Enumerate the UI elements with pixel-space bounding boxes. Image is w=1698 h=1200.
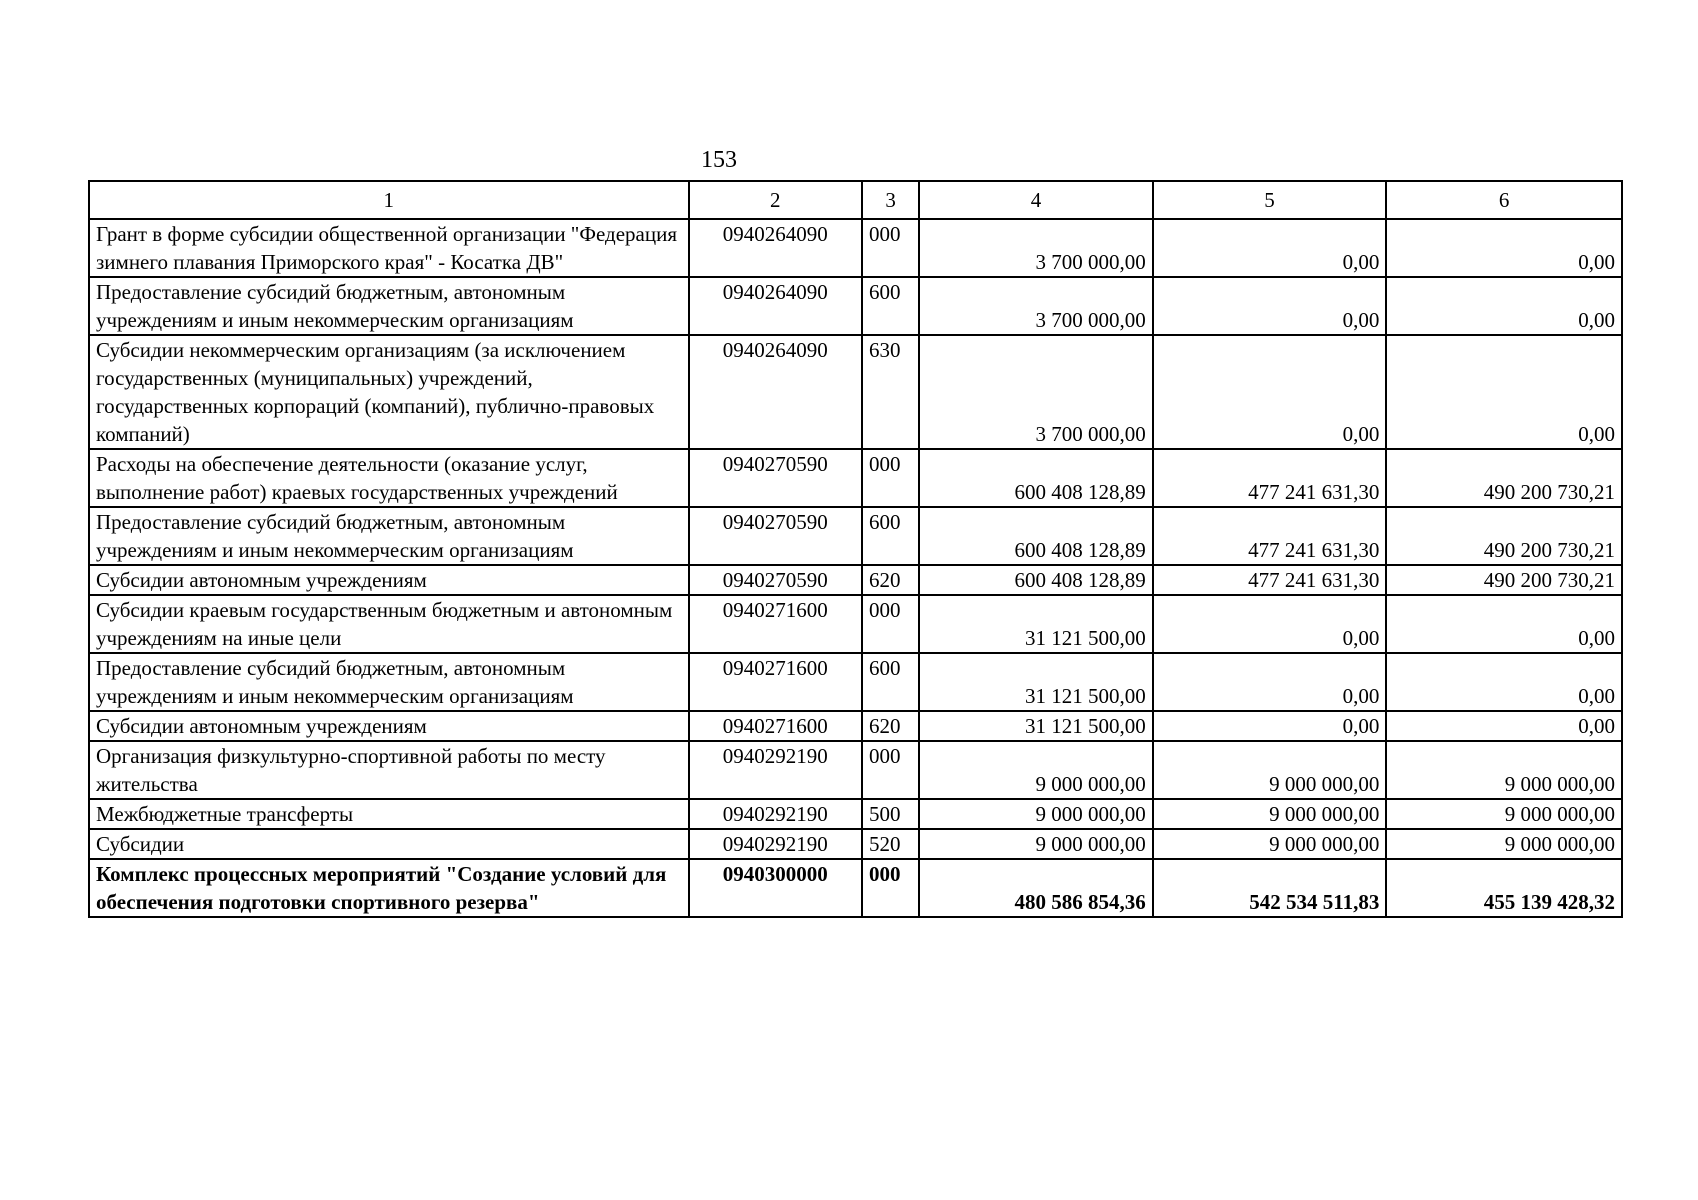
row-value-col5-cell: 0,00 (1153, 335, 1387, 449)
row-name-cell: Субсидии автономным учреждениям (89, 565, 689, 595)
row-value-col5-cell: 477 241 631,30 (1153, 507, 1387, 565)
budget-table (88, 180, 1623, 918)
row-value-col6-cell: 9 000 000,00 (1386, 741, 1622, 799)
row-name-cell: Грант в форме субсидии общественной организации "Федерация зимнего плавания Приморского края" - Косатка ДВ" (89, 219, 689, 277)
row-code-cell: 0940300000 (689, 859, 862, 917)
row-type-cell: 000 (862, 859, 919, 917)
row-value-col6-cell: 0,00 (1386, 595, 1622, 653)
row-type-cell: 630 (862, 335, 919, 449)
table-row (89, 859, 1622, 917)
row-value-col4-cell: 3 700 000,00 (919, 277, 1153, 335)
row-value-col4-cell: 480 586 854,36 (919, 859, 1153, 917)
table-row (89, 565, 1622, 595)
row-name-cell: Предоставление субсидий бюджетным, автономным учреждениям и иным некоммерческим организациям (89, 653, 689, 711)
table-row (89, 595, 1622, 653)
row-name-cell: Организация физкультурно-спортивной работы по месту жительства (89, 741, 689, 799)
row-type-cell: 620 (862, 565, 919, 595)
row-type-cell: 600 (862, 277, 919, 335)
row-code-cell: 0940292190 (689, 799, 862, 829)
table-row (89, 741, 1622, 799)
row-value-col5-cell: 477 241 631,30 (1153, 565, 1387, 595)
page-number: 153 (701, 147, 737, 173)
row-type-cell: 000 (862, 741, 919, 799)
column-header: 2 (689, 181, 862, 219)
row-value-col5-cell: 9 000 000,00 (1153, 829, 1387, 859)
row-value-col4-cell: 31 121 500,00 (919, 595, 1153, 653)
row-code-cell: 0940264090 (689, 219, 862, 277)
table-row (89, 711, 1622, 741)
row-name-cell: Субсидии (89, 829, 689, 859)
table-row (89, 829, 1622, 859)
row-name-cell: Субсидии автономным учреждениям (89, 711, 689, 741)
row-type-cell: 620 (862, 711, 919, 741)
row-value-col4-cell: 31 121 500,00 (919, 653, 1153, 711)
table-header-row (89, 181, 1622, 219)
row-value-col6-cell: 9 000 000,00 (1386, 799, 1622, 829)
row-code-cell: 0940270590 (689, 565, 862, 595)
row-code-cell: 0940292190 (689, 829, 862, 859)
row-value-col6-cell: 0,00 (1386, 219, 1622, 277)
row-value-col6-cell: 490 200 730,21 (1386, 507, 1622, 565)
table-row (89, 799, 1622, 829)
table-row (89, 277, 1622, 335)
row-name-cell: Комплекс процессных мероприятий "Создание условий для обеспечения подготовки спортивного резерва" (89, 859, 689, 917)
row-value-col6-cell: 0,00 (1386, 277, 1622, 335)
table-row (89, 507, 1622, 565)
row-type-cell: 000 (862, 449, 919, 507)
row-value-col5-cell: 542 534 511,83 (1153, 859, 1387, 917)
row-name-cell: Межбюджетные трансферты (89, 799, 689, 829)
row-code-cell: 0940292190 (689, 741, 862, 799)
table-row (89, 653, 1622, 711)
row-value-col4-cell: 3 700 000,00 (919, 219, 1153, 277)
row-name-cell: Субсидии некоммерческим организациям (за исключением государственных (муниципальных) учреждений, государственных корпораций (компаний), публично-правовых компаний) (89, 335, 689, 449)
row-value-col4-cell: 600 408 128,89 (919, 507, 1153, 565)
row-type-cell: 000 (862, 595, 919, 653)
row-value-col6-cell: 455 139 428,32 (1386, 859, 1622, 917)
row-code-cell: 0940271600 (689, 653, 862, 711)
row-value-col6-cell: 0,00 (1386, 335, 1622, 449)
row-code-cell: 0940264090 (689, 277, 862, 335)
row-code-cell: 0940270590 (689, 507, 862, 565)
column-header: 1 (89, 181, 689, 219)
row-name-cell: Субсидии краевым государственным бюджетным и автономным учреждениям на иные цели (89, 595, 689, 653)
row-code-cell: 0940271600 (689, 711, 862, 741)
row-value-col4-cell: 9 000 000,00 (919, 829, 1153, 859)
row-code-cell: 0940270590 (689, 449, 862, 507)
row-value-col4-cell: 9 000 000,00 (919, 799, 1153, 829)
row-type-cell: 600 (862, 653, 919, 711)
row-type-cell: 000 (862, 219, 919, 277)
row-value-col6-cell: 9 000 000,00 (1386, 829, 1622, 859)
row-value-col5-cell: 0,00 (1153, 219, 1387, 277)
row-value-col4-cell: 9 000 000,00 (919, 741, 1153, 799)
column-header: 3 (862, 181, 919, 219)
row-type-cell: 520 (862, 829, 919, 859)
row-value-col4-cell: 600 408 128,89 (919, 449, 1153, 507)
row-value-col6-cell: 0,00 (1386, 711, 1622, 741)
column-header: 6 (1386, 181, 1622, 219)
row-value-col5-cell: 0,00 (1153, 711, 1387, 741)
row-value-col5-cell: 477 241 631,30 (1153, 449, 1387, 507)
table-row (89, 335, 1622, 449)
row-value-col5-cell: 0,00 (1153, 653, 1387, 711)
column-header: 4 (919, 181, 1153, 219)
row-value-col5-cell: 9 000 000,00 (1153, 741, 1387, 799)
row-value-col6-cell: 490 200 730,21 (1386, 449, 1622, 507)
row-name-cell: Расходы на обеспечение деятельности (оказание услуг, выполнение работ) краевых государственных учреждений (89, 449, 689, 507)
row-type-cell: 500 (862, 799, 919, 829)
row-value-col4-cell: 3 700 000,00 (919, 335, 1153, 449)
row-type-cell: 600 (862, 507, 919, 565)
table-row (89, 219, 1622, 277)
row-value-col4-cell: 600 408 128,89 (919, 565, 1153, 595)
row-value-col5-cell: 9 000 000,00 (1153, 799, 1387, 829)
column-header: 5 (1153, 181, 1387, 219)
row-value-col4-cell: 31 121 500,00 (919, 711, 1153, 741)
row-value-col6-cell: 0,00 (1386, 653, 1622, 711)
table-row (89, 449, 1622, 507)
row-value-col6-cell: 490 200 730,21 (1386, 565, 1622, 595)
row-code-cell: 0940264090 (689, 335, 862, 449)
row-value-col5-cell: 0,00 (1153, 595, 1387, 653)
row-name-cell: Предоставление субсидий бюджетным, автономным учреждениям и иным некоммерческим организациям (89, 507, 689, 565)
row-value-col5-cell: 0,00 (1153, 277, 1387, 335)
row-name-cell: Предоставление субсидий бюджетным, автономным учреждениям и иным некоммерческим организациям (89, 277, 689, 335)
row-code-cell: 0940271600 (689, 595, 862, 653)
